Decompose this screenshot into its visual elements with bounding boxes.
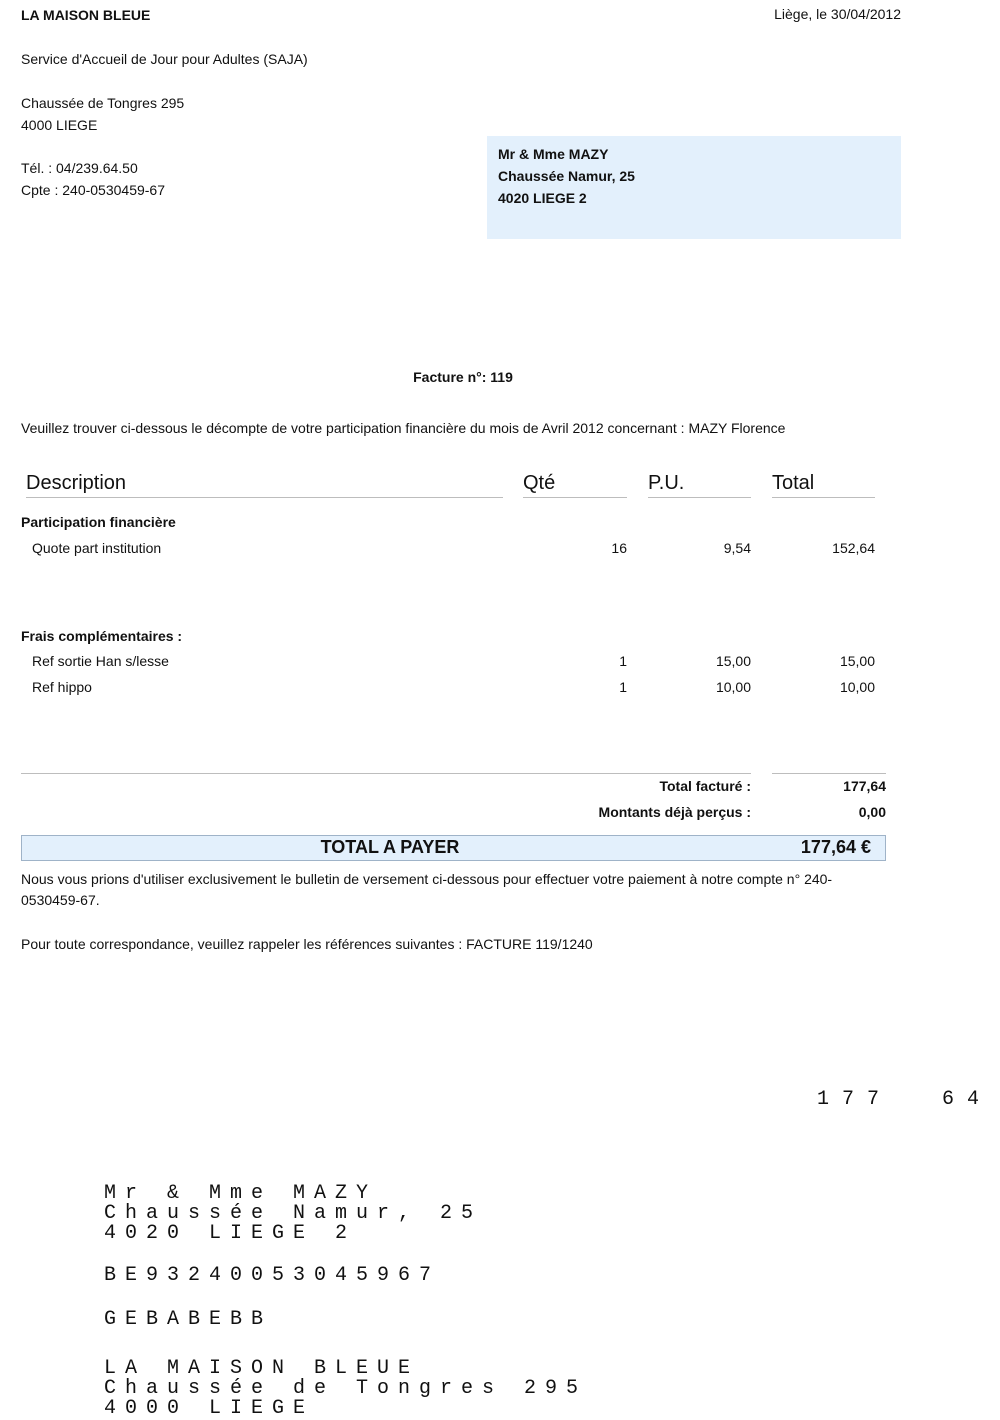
recipient-address-box xyxy=(487,136,901,239)
recipient-name: Mr & Mme MAZY xyxy=(498,146,609,162)
summary-divider xyxy=(21,773,751,774)
row-total: 152,64 xyxy=(832,540,875,556)
already-received-value: 0,00 xyxy=(858,804,886,820)
header-unit-price: P.U. xyxy=(648,472,751,498)
slip-bic: GEBABEBB xyxy=(104,1308,273,1331)
header-description: Description xyxy=(26,472,503,498)
slip-payee-street: Chaussée de Tongres 295 xyxy=(104,1377,588,1400)
slip-payer-name: Mr & Mme MAZY xyxy=(104,1182,378,1205)
summary-divider xyxy=(772,773,886,774)
slip-payee-city: 4000 LIEGE xyxy=(104,1397,315,1420)
reference-note: Pour toute correspondance, veuillez rappeler les références suivantes : FACTURE 119/1240 xyxy=(21,936,593,952)
header-total: Total xyxy=(772,472,875,498)
row-qty: 1 xyxy=(619,679,627,695)
slip-payer-city: 4020 LIEGE 2 xyxy=(104,1222,357,1245)
recipient-street: Chaussée Namur, 25 xyxy=(498,168,635,184)
slip-payer-street: Chaussée Namur, 25 xyxy=(104,1202,483,1225)
invoice-number: Facture n°: 119 xyxy=(413,369,513,385)
sender-city: 4000 LIEGE xyxy=(21,117,98,133)
already-received-label: Montants déjà perçus : xyxy=(598,804,751,820)
date-line: Liège, le 30/04/2012 xyxy=(774,6,901,22)
slip-iban: BE93240053045967 xyxy=(104,1264,441,1287)
payment-note: Nous vous prions d'utiliser exclusivement le bulletin de versement ci-dessous pour effectuer votre paiement à notre compte n° 240-0530459-67. xyxy=(21,871,833,908)
total-due-label: TOTAL A PAYER xyxy=(320,837,460,857)
total-invoiced-value: 177,64 xyxy=(843,778,886,794)
total-due-value: 177,64 € xyxy=(800,837,871,857)
sender-service: Service d'Accueil de Jour pour Adultes (SAJA) xyxy=(21,51,308,67)
sender-account: Cpte : 240-0530459-67 xyxy=(21,182,165,198)
row-unit-price: 10,00 xyxy=(715,679,751,695)
sender-phone: Tél. : 04/239.64.50 xyxy=(21,160,138,176)
row-qty: 1 xyxy=(619,653,627,669)
row-description: Ref sortie Han s/lesse xyxy=(32,653,169,669)
row-description: Ref hippo xyxy=(32,679,92,695)
row-total: 10,00 xyxy=(839,679,875,695)
section-title: Participation financière xyxy=(21,514,176,530)
total-due-bar xyxy=(21,835,886,861)
sender-street: Chaussée de Tongres 295 xyxy=(21,95,185,111)
sender-name: LA MAISON BLEUE xyxy=(21,7,151,23)
recipient-city: 4020 LIEGE 2 xyxy=(498,190,587,206)
row-unit-price: 15,00 xyxy=(715,653,751,669)
slip-amount: 177 64 xyxy=(816,1088,992,1111)
header-qty: Qté xyxy=(523,472,627,498)
row-total: 15,00 xyxy=(839,653,875,669)
row-qty: 16 xyxy=(611,540,627,556)
slip-payee-name: LA MAISON BLEUE xyxy=(104,1357,420,1380)
total-invoiced-label: Total facturé : xyxy=(659,778,751,794)
intro-text: Veuillez trouver ci-dessous le décompte de votre participation financière du mois de Avril 2012 concernant : MAZY Florence xyxy=(21,420,786,436)
row-unit-price: 9,54 xyxy=(723,540,751,556)
section-title: Frais complémentaires : xyxy=(21,628,183,644)
row-description: Quote part institution xyxy=(32,540,162,556)
